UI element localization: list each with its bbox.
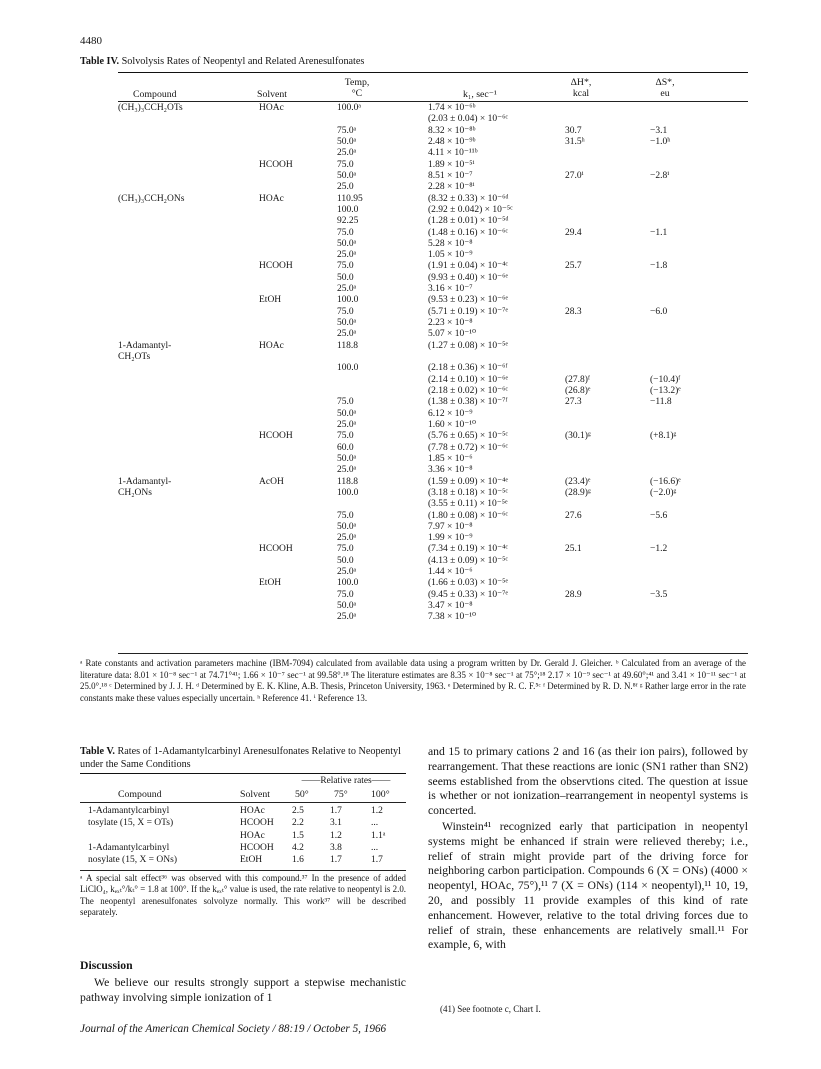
table4-cell-k: 8.51 × 10⁻⁷ [428,170,473,181]
table4-cell-temp: 50.0ᵃ [337,170,357,181]
table4-header-dh: ΔH*, kcal [570,77,592,99]
table4-cell-dh: 28.9 [565,589,582,600]
table5-header-75: 75° [334,789,348,800]
table4-header-k: k₁, sec⁻¹ [463,89,497,100]
table4-row [0,216,821,227]
table4-cell-solvent: HCOOH [259,431,293,442]
table5-cell-75: 1.7 [330,806,342,816]
table4-row [0,137,821,148]
table4-cell-ds: −1.0ʰ [650,136,671,147]
table4-cell-k: (1.59 ± 0.09) × 10⁻⁴ᵉ [428,476,508,487]
table4-cell-temp: 25.0 [337,182,354,193]
table4-cell-k: (3.55 ± 0.11) × 10⁻⁵ᵉ [428,499,508,510]
table4-cell-k: (9.93 ± 0.40) × 10⁻⁶ᵉ [428,272,508,283]
table4-cell-dh: 27.3 [565,397,582,408]
table5-cell-50: 1.5 [292,830,304,841]
table5-top-rule [80,773,406,774]
table4-row [0,397,821,408]
table4-cell-temp: 100.0 [337,295,359,306]
table4-cell-k: (1.48 ± 0.16) × 10⁻⁶ᶜ [428,227,508,238]
table4-row [0,465,821,476]
table4-cell-ds: (−2.0)ᵍ [650,487,677,498]
table4-cell-solvent: AcOH [259,476,284,487]
table4-row [0,307,821,318]
table4-cell-solvent: EtOH [259,578,282,589]
table4-cell-ds: (−13.2)ᵉ [650,386,681,396]
table4-cell-k: 3.16 × 10⁻⁷ [428,284,473,295]
table4-row [0,409,821,420]
table4-cell-k: 2.28 × 10⁻⁸ⁱ [428,182,475,193]
table4-cell-k: (1.66 ± 0.03) × 10⁻⁵ᵉ [428,578,508,589]
table4-row [0,443,821,454]
table4-cell-temp: 25.0ᵃ [337,250,357,261]
table4-cell-k: (2.14 ± 0.10) × 10⁻⁶ᵉ [428,374,508,385]
table5-header-compound: Compound [118,789,162,800]
table4-cell-k: 4.11 × 10⁻¹¹ᵇ [428,148,478,159]
table4-cell-temp: 100.0 [337,487,359,498]
table4-header-rule [118,101,748,102]
table4-cell-k: 3.47 × 10⁻⁸ [428,601,473,612]
table4-cell-k: (2.18 ± 0.02) × 10⁻⁶ᶜ [428,386,508,396]
table4-cell-temp: 75.0ᵃ [337,125,357,136]
table4-header-solvent: Solvent [257,89,287,100]
table4-cell-temp: 75.0 [337,510,354,521]
table4-header-compound: Compound [133,89,177,100]
table4-cell-compound: (CH₃)₃CCH₂OTs [118,103,183,113]
table4-row [0,205,821,216]
table4-cell-k: 1.85 × 10⁻⁶ [428,453,473,464]
table4-cell-ds: (−16.6)ᵉ [650,476,681,487]
table4-cell-temp: 75.0 [337,431,354,442]
table4-row [0,250,821,261]
table4-cell-dh: 27.0ⁱ [565,170,584,181]
table4-cell-temp: 25.0ᵃ [337,533,357,544]
table4-cell-k: (1.80 ± 0.08) × 10⁻⁶ᶜ [428,510,508,521]
table5-cell-100: ... [371,842,379,853]
table4-cell-dh: (28.9)ᵍ [565,487,591,498]
table4-cell-k: 8.32 × 10⁻⁸ᵇ [428,125,476,136]
table4-cell-temp: 75.0 [337,159,354,170]
table5-cell-50: 2.5 [292,806,304,816]
table4-cell-k: (7.34 ± 0.19) × 10⁻⁴ᶜ [428,544,508,555]
table4-cell-k: (5.71 ± 0.19) × 10⁻⁷ᵉ [428,306,508,317]
table4-row [0,454,821,465]
table4-cell-temp: 25.0ᵃ [337,329,357,340]
table4-row [0,160,821,171]
table5-cell-75: 1.2 [330,830,342,841]
table4-cell-k: 1.99 × 10⁻⁹ [428,533,473,544]
table4-top-rule [118,72,748,73]
table5-cell-100: ... [371,818,379,829]
table4-row [0,341,821,352]
table4-cell-k: 1.44 × 10⁻⁶ [428,567,473,578]
table4-row [0,295,821,306]
table4-cell-dh: (30.1)ᵍ [565,431,591,442]
table4-cell-k: 7.38 × 10⁻¹⁰ [428,612,476,623]
table4-cell-dh: 27.6 [565,510,582,521]
table5-cell-solvent: HCOOH [240,818,274,829]
table4-row [0,499,821,510]
table4-row [0,612,821,623]
table4-cell-temp: 50.0ᵃ [337,521,357,532]
table4-row [0,329,821,340]
table5-header-50: 50° [295,789,309,800]
table5-caption [80,745,406,771]
table4-row [0,194,821,205]
table4-row [0,578,821,589]
table4-cell-k: 3.36 × 10⁻⁸ [428,465,473,476]
table4-cell-temp: 75.0 [337,306,354,317]
table4-row [0,511,821,522]
table4-cell-temp: 75.0 [337,227,354,238]
table4-cell-temp: 100.0 [337,363,359,374]
table4-cell-temp: 50.0 [337,272,354,283]
table4-cell-dh: (23.4)ᵉ [565,476,591,487]
table5-header-solvent: Solvent [240,789,270,800]
table4-cell-k: (2.92 ± 0.042) × 10⁻⁵ᶜ [428,204,513,215]
table5-cell-solvent: HOAc [240,830,265,841]
table4-cell-solvent: HCOOH [259,544,293,555]
table4-cell-k: 5.28 × 10⁻⁸ [428,238,473,249]
discussion-heading: Discussion [80,959,133,972]
table4-cell-temp: 75.0 [337,397,354,408]
discussion-text: We believe our results strongly support a stepwise mechanistic pathway involving simple ionization of 1 [80,976,406,1004]
table5-cell-75: 1.7 [330,855,342,866]
table4-cell-k: 1.89 × 10⁻⁵ⁱ [428,159,475,170]
table4-cell-k: 1.60 × 10⁻¹⁰ [428,419,476,430]
table4-cell-k: (1.27 ± 0.08) × 10⁻⁵ᵉ [428,340,508,351]
table4-cell-compound: CH₂OTs [118,352,151,363]
table4-cell-temp: 118.8 [337,340,359,351]
table4-cell-dh: (26.8)ᵉ [565,386,591,396]
page-number: 4480 [80,35,102,47]
table5-cell-50: 1.6 [292,855,304,866]
table4-cell-temp: 100.0 [337,204,359,215]
table5-cell-100: 1.7 [371,855,383,866]
table4-cell-k: (1.28 ± 0.01) × 10⁻⁵ᵈ [428,216,509,227]
table4-cell-k: 5.07 × 10⁻¹⁰ [428,329,476,340]
right-column-paragraph-2: Winstein⁴¹ recognized early that participation in neopentyl systems might be enhanced if strain were relieved thereby; i.e., relief of strain might provide part of the driving force for neighboring carbon participation. Compounds 6 (X = ONs) (4000 × neopentyl, HOAc, 75°),¹¹ 7 (X = ONs) (114 × neopentyl),¹¹ 10, 19, 20, and possibly 11 provide examples of this kind of rate enhancement. However, relative to the total driving forces due to relief of strain, these enhancements are relatively small.¹¹ For example, 6, with [428,820,748,952]
table4-row [0,590,821,601]
table4-cell-k: 6.12 × 10⁻⁹ [428,408,473,419]
table4-cell-k: (9.53 ± 0.23) × 10⁻⁶ᵉ [428,295,508,306]
table4-cell-temp: 25.0ᵃ [337,567,357,578]
table4-cell-dh: 25.7 [565,261,582,272]
table4-cell-k: (9.45 ± 0.33) × 10⁻⁷ᵉ [428,589,508,600]
table5-footnote: ᵃ A special salt effect³⁶ was observed with this compound.³⁷ In the presence of added LiClO₄, kₑₓₜ°/kₜ° = 1.8 at 100°. If the kₑₓₜ° value is used, the rate relative to neopentyl is 2.0. The neopentyl arenesulfonates solvolyze normally. This work³⁷ will be described separately. [80,873,406,918]
table5-cell-solvent: EtOH [240,855,263,866]
table4-cell-temp: 25.0ᵃ [337,419,357,430]
table4-cell-ds: −2.8ⁱ [650,170,670,181]
table4-cell-ds: −3.1 [650,125,668,136]
table4-header-temp: Temp, °C [344,77,370,99]
table4-row [0,477,821,488]
table4-row [0,182,821,193]
table4-cell-temp: 25.0ᵃ [337,148,357,159]
table4-cell-ds: −11.8 [650,397,672,408]
table4-cell-temp: 75.0 [337,589,354,600]
table4-cell-ds: (+8.1)ᵍ [650,431,677,442]
table4-caption-title: Solvolysis Rates of Neopentyl and Related Arenesulfonates [121,56,365,67]
table4-row [0,261,821,272]
table4-row [0,228,821,239]
table4-cell-k: (3.18 ± 0.18) × 10⁻⁵ᶜ [428,487,508,498]
table4-row [0,363,821,374]
table4-footnote: ᵃ Rate constants and activation parameters machine (IBM-7094) calculated from available data using a program written by Dr. Gerald J. Gleicher. ᵇ Calculated from an average of the literature data: 8.01 × 10⁻⁸ sec⁻¹ at 74.71°⁴¹; 1.66 × 10⁻⁷ sec⁻¹ at 99.58°.¹⁸ The literature estimates are 8.35 × 10⁻⁸ sec⁻¹ at 75°;¹⁸ 2.17 × 10⁻⁹ sec⁻¹ at 49.60°;⁴¹ and 3.41 × 10⁻¹¹ sec⁻¹ at 25.0°.¹⁸ ᶜ Determined by J. J. H. ᵈ Determined by E. K. Kline, A.B. Thesis, Princeton University, 1963. ᵉ Determined by R. C. F.⁵ᶜ ᶠ Determined by R. D. N.⁸ᶠ ᵍ Rather large error in the rate constants make these values especially uncertain. ʰ Reference 41. ⁱ Reference 13. [80,658,746,703]
table4-bottom-rule [118,653,748,654]
table4-cell-dh: 28.3 [565,306,582,317]
table5-cell-compound: tosylate (15, X = OTs) [88,818,174,829]
table4-cell-temp: 60.0 [337,442,354,453]
table4-cell-k: 2.23 × 10⁻⁸ [428,318,473,329]
table4-cell-solvent: HOAc [259,340,284,351]
table4-cell-k: (2.03 ± 0.04) × 10⁻⁶ᶜ [428,114,508,125]
table4-cell-temp: 50.0ᵃ [337,318,357,329]
table4-cell-temp: 50.0ᵃ [337,408,357,419]
table4-cell-dh: 29.4 [565,227,582,238]
table4-cell-ds: −3.5 [650,589,668,600]
table4-cell-ds: (−10.4)ᶠ [650,374,681,385]
table5-cell-75: 3.1 [330,818,342,829]
table4-row [0,420,821,431]
table4-row [0,488,821,499]
table4-cell-dh: 25.1 [565,544,582,555]
table4-row [0,544,821,555]
table4-row [0,601,821,612]
table4-cell-temp: 25.0ᵃ [337,612,357,623]
table4-cell-k: (7.78 ± 0.72) × 10⁻⁶ᶜ [428,442,508,453]
table5-header-group: ——Relative rates—— [301,776,391,786]
table4-cell-temp: 75.0 [337,261,354,272]
table4-cell-k: 2.48 × 10⁻⁹ᵇ [428,136,476,147]
table4-cell-ds: −1.1 [650,227,668,238]
table5-cell-100: 1.2 [371,806,383,816]
table4-cell-k: (5.76 ± 0.65) × 10⁻⁵ᶜ [428,431,508,442]
table4-cell-temp: 50.0 [337,555,354,566]
table4-cell-solvent: HOAc [259,103,284,113]
table5-cell-100: 1.1ᵃ [371,830,386,841]
table5-cell-75: 3.8 [330,842,342,853]
reference-41: (41) See footnote c, Chart I. [440,1004,541,1014]
table4-cell-temp: 25.0ᵃ [337,284,357,295]
table4-cell-k: (8.32 ± 0.33) × 10⁻⁶ᵈ [428,193,509,204]
table5-cell-50: 4.2 [292,842,304,853]
table5-cell-solvent: HOAc [240,806,265,816]
table5-header-100: 100° [371,789,390,800]
table4-row [0,567,821,578]
table4-row [0,114,821,125]
right-column-paragraph-1: and 15 to primary cations 2 and 16 (as their ion pairs), followed by rearrangement. That these reactions are ionic (SN1 rather than SN2) seems established from the observtions cited. The question at issue is whether or not ionization–rearrangement in neopentyl systems is concerted. [428,745,748,818]
table4-row [0,533,821,544]
table5-cell-compound: 1-Adamantylcarbinyl [88,806,170,816]
table4-caption-label: Table IV. [80,56,120,67]
table5-header-rule [80,802,406,803]
table4-cell-compound: 1-Adamantyl- [118,476,172,487]
table4-cell-temp: 75.0 [337,544,354,555]
table4-row [0,318,821,329]
table5-caption-label: Table V. [80,746,115,757]
table4-caption [80,55,364,68]
table4-cell-ds: −1.2 [650,544,668,555]
table4-cell-dh: 30.7 [565,125,582,136]
table4-cell-solvent: EtOH [259,295,282,306]
table4-cell-temp: 50.0ᵃ [337,453,357,464]
table4-cell-k: (1.38 ± 0.38) × 10⁻⁷ᶠ [428,397,508,408]
table4-row [0,239,821,250]
table4-cell-temp: 100.0 [337,578,359,589]
table4-row [0,126,821,137]
table5-caption-title: Rates of 1-Adamantylcarbinyl Arenesulfonates Relative to Neopentyl under the Same Conditions [80,746,401,770]
table4-cell-k: (2.18 ± 0.36) × 10⁻⁶ᶠ [428,363,508,374]
table4-cell-compound: (CH₃)₃CCH₂ONs [118,193,185,204]
table4-row [0,375,821,386]
table4-cell-temp: 25.0ᵃ [337,465,357,476]
table4-cell-solvent: HOAc [259,193,284,204]
table4-row [0,171,821,182]
table4-row [0,148,821,159]
table5-bottom-rule [80,870,406,871]
table4-row [0,556,821,567]
table4-cell-compound: CH₂ONs [118,487,152,498]
table4-header-ds: ΔS*, eu [655,77,675,99]
table5-cell-solvent: HCOOH [240,842,274,853]
table4-cell-temp: 92.25 [337,216,359,227]
table4-cell-k: (1.91 ± 0.04) × 10⁻⁴ᶜ [428,261,508,272]
table4-cell-k: 7.97 × 10⁻⁸ [428,521,473,532]
table4-row [0,431,821,442]
table4-row [0,103,821,114]
journal-footer: Journal of the American Chemical Society / 88:19 / October 5, 1966 [80,1023,387,1035]
table4-cell-ds: −1.8 [650,261,668,272]
table4-cell-solvent: HCOOH [259,159,293,170]
table4-cell-temp: 50.0ᵃ [337,601,357,612]
table4-cell-temp: 50.0ᵃ [337,238,357,249]
table4-cell-temp: 50.0ᵃ [337,136,357,147]
table4-row [0,284,821,295]
table4-cell-temp: 110.95 [337,193,363,204]
table4-row [0,273,821,284]
table4-cell-compound: 1-Adamantyl- [118,340,172,351]
table4-cell-ds: −6.0 [650,306,668,317]
table5-cell-50: 2.2 [292,818,304,829]
table4-cell-k: 1.05 × 10⁻⁹ [428,250,473,261]
table4-cell-dh: (27.8)ᶠ [565,374,590,385]
table4-row [0,522,821,533]
table4-cell-temp: 100.0ᵃ [337,103,361,113]
table5-cell-compound: nosylate (15, X = ONs) [88,855,177,866]
table4-cell-temp: 118.8 [337,476,359,487]
table4-cell-solvent: HCOOH [259,261,293,272]
table4-row [0,352,821,363]
table4-cell-k: 1.74 × 10⁻⁶ᵇ [428,103,476,113]
table4-cell-ds: −5.6 [650,510,668,521]
table4-cell-k: (4.13 ± 0.09) × 10⁻⁵ᶜ [428,555,508,566]
table5-cell-compound: 1-Adamantylcarbinyl [88,842,170,853]
table4-cell-dh: 31.5ʰ [565,136,585,147]
table4-row [0,386,821,397]
